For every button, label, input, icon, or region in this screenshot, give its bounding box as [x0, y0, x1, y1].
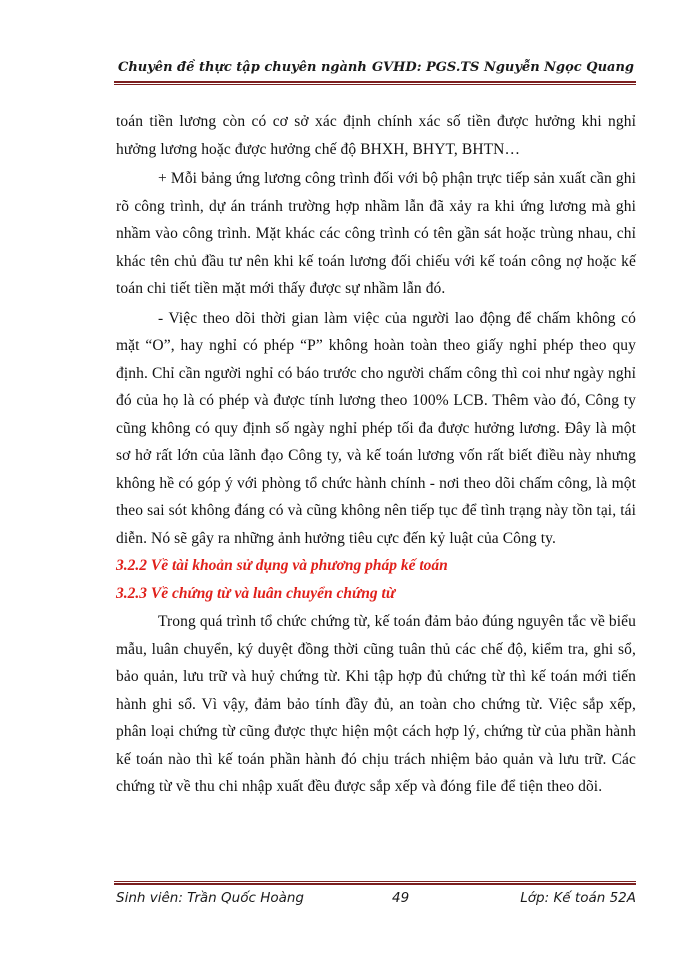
header-rule — [114, 81, 636, 85]
paragraph-1: toán tiền lương còn có cơ sở xác định chính xác số tiền được hưởng khi nghỉ hưởng lương hoặc được hưởng chế độ BHXH, BHYT, BHTN… — [116, 113, 636, 158]
paragraph-2: + Mỗi bảng ứng lương công trình đối với bộ phận trực tiếp sản xuất cần ghi rõ công trình, dự án tránh trường hợp nhầm lẫn đã xảy ra khi ứng lương mà ghi nhầm vào công trình. Mặt khác các công trình có tên gần sát hoặc trùng nhau, chỉ khác tên chủ đầu tư nên khi kế toán lương đối chiếu với kế toán công nợ hoặc kế toán chi tiết tiền mặt mới thấy được sự nhầm lẫn đó. — [116, 170, 636, 297]
section-heading-3-2-2: 3.2.2 Về tài khoản sử dụng và phương pháp kế toán — [116, 557, 448, 574]
page-body — [116, 108, 636, 801]
page-number: 49 — [392, 890, 410, 906]
footer-class: Lớp: Kế toán 52A — [520, 890, 636, 906]
page-header — [114, 58, 636, 80]
page-footer — [114, 890, 636, 912]
header-topic: Chuyên đề thực tập chuyên ngành — [118, 60, 367, 75]
header-supervisor: GVHD: PGS.TS Nguyễn Ngọc Quang — [371, 60, 634, 75]
footer-student: Sinh viên: Trần Quốc Hoàng — [116, 890, 304, 906]
paragraph-3: - Việc theo dõi thời gian làm việc của người lao động để chấm không có mặt “O”, hay nghỉ có phép “P” không hoàn toàn theo giấy nghỉ phép theo quy định. Chỉ cần người nghỉ có báo trước cho người chấm công thì coi như ngày nghỉ đó của họ là có phép và được tính lương theo 100% LCB. Thêm vào đó, Công ty cũng không có quy định số ngày nghỉ phép tối đa được hưởng lương. Đây là một sơ hở rất lớn của lãnh đạo Công ty, và kế toán lương vốn rất biết điều này nhưng không hề có góp ý với phòng tổ chức hành chính - nơi theo dõi chấm công, là một theo sai sót không đáng có và cũng không nên tiếp tục để tình trạng này tồn tại, tái diễn. Nó sẽ gây ra những ảnh hưởng tiêu cực đến kỷ luật của Công ty. — [116, 309, 636, 547]
paragraph-4: Trong quá trình tổ chức chứng từ, kế toán đảm bảo đúng nguyên tắc về biểu mẫu, luân chuyển, ký duyệt đồng thời cũng tuân thủ các chế độ, kiểm tra, ghi sổ, bảo quản, lưu trữ và huỷ chứng từ. Khi tập hợp đủ chứng từ thì kế toán mới tiến hành ghi sổ. Vì vậy, đảm bảo tính đầy đủ, an toàn cho chứng từ. Việc sắp xếp, phân loại chứng từ cũng được thực hiện một cách hợp lý, chứng từ của phần hành kế toán nào thì kế toán phần hành đó chịu trách nhiệm bảo quản và lưu trữ. Các chứng từ về thu chi nhập xuất đều được sắp xếp và đóng file để tiện theo dõi. — [116, 613, 636, 795]
footer-rule — [114, 881, 636, 885]
section-heading-3-2-3: 3.2.3 Về chứng từ và luân chuyển chứng từ — [116, 585, 396, 602]
